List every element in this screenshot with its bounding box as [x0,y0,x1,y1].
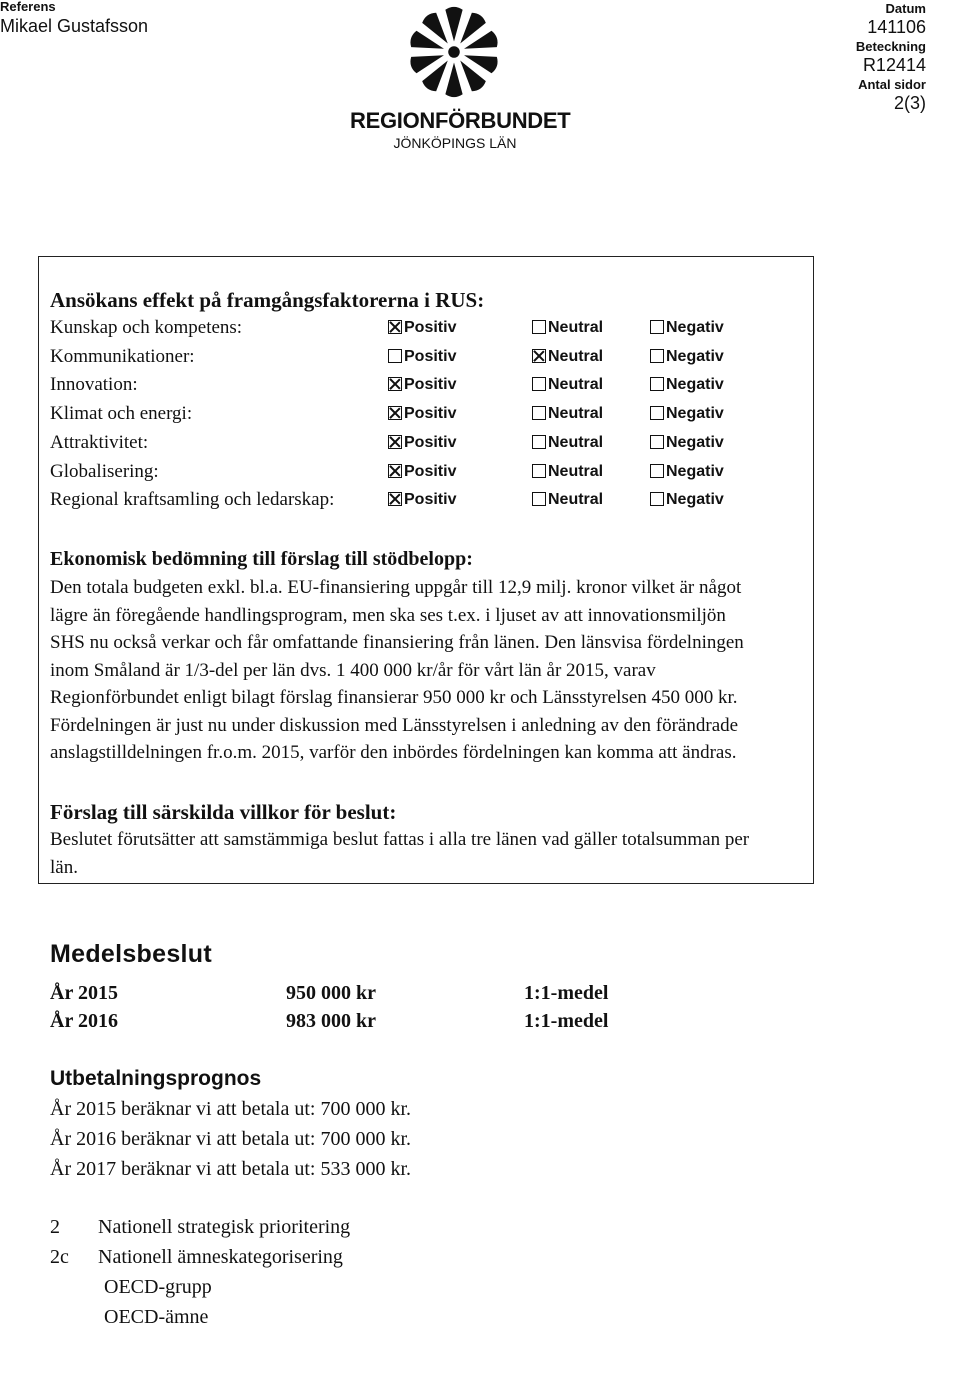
reference-number-value: R12414 [862,55,926,75]
payment-forecast-line: År 2016 beräknar vi att betala ut: 700 000 kr. [50,1128,412,1150]
option-neutral [532,400,603,428]
page-count-value: 2(3) [893,93,926,113]
regionforbundet-logo [406,4,502,100]
factor-label: Kommunikationer: [50,345,195,367]
date-label: Datum [885,1,926,16]
option-label: Neutral [548,462,604,480]
classification-text: Nationell ämneskategorisering [98,1246,343,1268]
option-negative [650,400,724,428]
option-positive [388,314,456,342]
option-label: Neutral [548,433,604,451]
reference-block [0,0,148,38]
checkbox-icon [388,492,402,506]
option-label: Positiv [404,462,457,480]
option-label: Neutral [548,319,604,336]
page-count-label: Antal sidor [858,77,926,92]
checkbox-icon [650,349,664,363]
factor-row [50,371,810,399]
checkbox-icon [532,320,546,334]
economic-text-line: SHS nu också verkar och får omfattande finansiering från länen. Den länsvisa fördelningen [50,632,744,653]
option-negative [650,314,724,342]
classification-text: Nationell strategisk prioritering [98,1216,351,1238]
reference-label: Referens [0,0,56,14]
factor-label: Kunskap och kompetens: [50,317,243,338]
payment-forecast-line: År 2015 beräknar vi att betala ut: 700 000 kr. [50,1098,412,1120]
checkbox-icon [532,406,546,420]
organization-subtitle: JÖNKÖPINGS LÄN [393,135,517,151]
conditions-title: Förslag till särskilda villkor för beslut: [50,800,397,824]
option-label: Negativ [666,319,724,336]
document-meta [856,0,926,114]
option-label: Neutral [548,376,604,394]
option-negative [650,458,724,486]
organization-block [350,108,571,152]
factor-row [50,314,810,342]
payment-forecast-title: Utbetalningsprognos [50,1067,262,1090]
date-value: 141106 [867,17,926,37]
option-label: Neutral [548,405,604,423]
checkbox-icon [388,320,402,334]
funding-type: 1:1-medel [524,1010,609,1032]
checkbox-icon [388,435,402,449]
option-neutral [532,429,603,457]
payment-forecast-line: År 2017 beräknar vi att betala ut: 533 000 kr. [50,1158,412,1180]
option-label: Negativ [666,376,724,394]
reference-value: Mikael Gustafsson [0,16,149,36]
classification-code: 2c [50,1246,69,1268]
checkbox-icon [388,464,402,478]
funding-type: 1:1-medel [524,982,609,1004]
economic-assessment-title: Ekonomisk bedömning till förslag till stödbelopp: [50,548,473,570]
economic-text-line: inom Småland är 1/3-del per län dvs. 1 400 000 kr/år för vårt län år 2015, varav [50,659,656,681]
checkbox-icon [388,349,402,363]
economic-text-line: anslagstilldelningen fr.o.m. 2015, varför den inbördes fördelningen kan komma att ändras. [50,742,737,763]
option-positive [388,371,456,399]
factor-row [50,400,810,428]
classification-text: OECD-ämne [104,1306,209,1328]
economic-text-line: lägre än föregående handlingsprogram, men ska ses t.ex. i ljuset av att innovationsmiljön [50,604,726,626]
option-neutral [532,458,603,486]
option-label: Neutral [548,347,604,365]
option-neutral [532,343,603,371]
factor-row [50,343,810,371]
option-positive [388,429,456,457]
option-label: Positiv [404,433,457,451]
checkbox-icon [650,435,664,449]
checkbox-icon [650,320,664,334]
option-positive [388,400,456,428]
option-label: Positiv [404,376,457,394]
option-positive [388,343,456,371]
checkbox-icon [532,349,546,363]
success-factors-title: Ansökans effekt på framgångsfaktorerna i RUS: [50,288,485,312]
option-negative [650,429,724,457]
option-negative [650,371,724,399]
factor-label: Attraktivitet: [50,431,149,453]
option-positive [388,486,456,514]
checkbox-icon [388,406,402,420]
checkbox-icon [532,492,546,506]
option-neutral [532,486,603,514]
factor-row [50,458,810,486]
organization-name: REGIONFÖRBUNDET [350,108,571,133]
checkbox-icon [650,377,664,391]
reference-number-label: Beteckning [855,39,926,54]
classification-code: 2 [50,1216,60,1238]
option-negative [650,343,724,371]
option-label: Negativ [666,405,724,423]
checkbox-icon [650,464,664,478]
economic-text-line: Fördelningen är just nu under diskussion med Länsstyrelsen i anledning av den förändrade [50,714,739,736]
funding-year: År 2016 [50,1010,118,1032]
factor-label: Globalisering: [50,460,159,482]
option-label: Positiv [404,319,457,336]
option-label: Negativ [666,462,724,480]
funding-year: År 2015 [50,982,118,1004]
option-label: Negativ [666,347,724,365]
factor-label: Regional kraftsamling och ledarskap: [50,489,335,511]
funding-amount: 950 000 kr [286,982,376,1004]
option-positive [388,458,456,486]
factor-label: Innovation: [50,374,138,396]
conditions-text-line: Beslutet förutsätter att samstämmiga beslut fattas i alla tre länen vad gäller totalsumman per [50,829,750,850]
factor-row [50,429,810,457]
option-label: Positiv [404,405,457,423]
economic-text-line: Den totala budgeten exkl. bl.a. EU-finansiering uppgår till 12,9 milj. kronor vilket är något [50,577,742,598]
checkbox-icon [650,406,664,420]
option-label: Neutral [548,491,604,509]
option-label: Negativ [666,433,724,451]
funding-amount: 983 000 kr [286,1010,376,1032]
option-neutral [532,371,603,399]
checkbox-icon [650,492,664,506]
economic-text-line: Regionförbundet enligt bilagt förslag finansierar 950 000 kr och Länsstyrelsen 450 000 kr. [50,687,738,708]
conditions-text-line: län. [50,857,78,878]
option-label: Negativ [666,491,724,509]
option-label: Positiv [404,347,457,365]
classification-text: OECD-grupp [104,1276,212,1298]
option-negative [650,486,724,514]
checkbox-icon [532,435,546,449]
checkbox-icon [532,464,546,478]
factor-label: Klimat och energi: [50,403,193,425]
factor-row [50,486,810,514]
option-neutral [532,314,603,342]
checkbox-icon [388,377,402,391]
option-label: Positiv [404,491,457,509]
funding-decision-title: Medelsbeslut [50,940,212,968]
checkbox-icon [532,377,546,391]
